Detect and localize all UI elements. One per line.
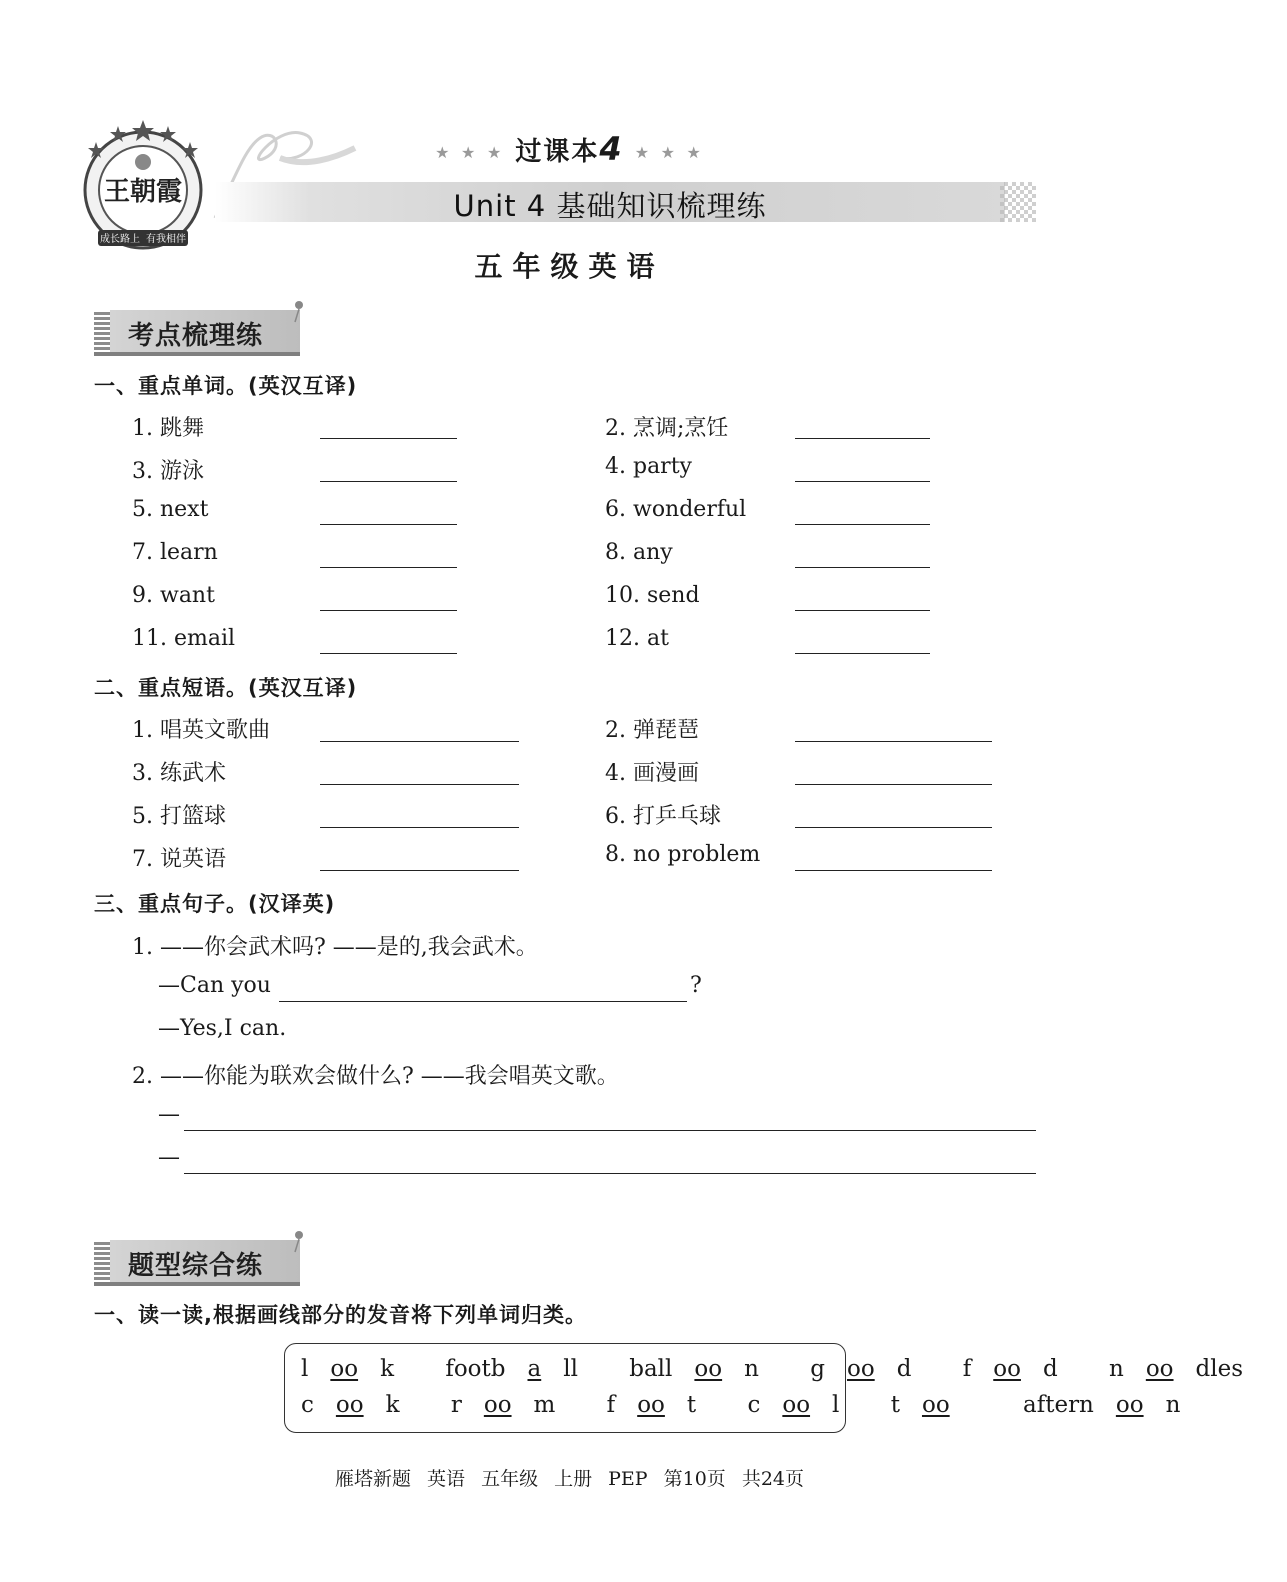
answer-blank[interactable] — [320, 827, 519, 828]
answer-blank[interactable] — [795, 653, 930, 654]
word-item: 2. 烹调;烹饪 — [605, 416, 729, 441]
answer-blank[interactable] — [320, 567, 457, 568]
answer-blank[interactable] — [320, 524, 457, 525]
heading-key-sentences: 三、重点句子。(汉译英) — [94, 892, 336, 916]
answer-blank[interactable] — [795, 610, 930, 611]
section-banner-practice-text: 题型综合练 — [128, 1251, 264, 1281]
heading-key-words: 一、重点单词。(英汉互译) — [94, 374, 358, 398]
word-row-2 — [301, 1392, 1224, 1418]
answer-blank[interactable] — [279, 1001, 687, 1002]
sentence-1-prefix: —Can you — [158, 973, 271, 998]
word-item: 6. wonderful — [605, 497, 747, 522]
word-item: 4. party — [605, 454, 692, 479]
pin-icon — [292, 1230, 306, 1252]
answer-blank[interactable] — [795, 481, 930, 482]
dialogue-dash: — — [158, 1102, 180, 1127]
answer-line[interactable] — [184, 1173, 1036, 1174]
answer-blank[interactable] — [795, 524, 930, 525]
sentence-question-2: 2. ——你能为联欢会做什么? ——我会唱英文歌。 — [132, 1064, 619, 1089]
answer-blank[interactable] — [320, 610, 457, 611]
series-title — [0, 130, 1139, 168]
page-footer: 雁塔新题 英语 五年级 上册 PEP 第10页 共24页 — [334, 1468, 805, 1490]
phonics-word: l oo k — [301, 1356, 394, 1382]
answer-blank[interactable] — [795, 741, 992, 742]
answer-blank[interactable] — [320, 870, 519, 871]
answer-blank[interactable] — [320, 438, 457, 439]
phonics-word: g oo d — [810, 1356, 912, 1382]
phonics-word: c oo k — [301, 1392, 400, 1418]
logo-slogan-left: 成长路上 — [100, 234, 140, 245]
word-item: 12. at — [605, 626, 669, 651]
checker-pattern — [1000, 182, 1036, 222]
word-item: 7. learn — [132, 540, 218, 565]
word-row-1 — [301, 1356, 1287, 1382]
answer-blank[interactable] — [795, 567, 930, 568]
answer-blank[interactable] — [795, 438, 930, 439]
answer-blank[interactable] — [320, 784, 519, 785]
phonics-word: footb a ll — [445, 1356, 578, 1382]
series-label: 过课本 — [515, 137, 600, 167]
phonics-word: t oo — [890, 1392, 950, 1418]
answer-blank[interactable] — [795, 784, 992, 785]
answer-blank[interactable] — [320, 653, 457, 654]
series-number: 4 — [599, 130, 624, 168]
phrase-item: 8. no problem — [605, 842, 761, 867]
word-item: 3. 游泳 — [132, 459, 204, 484]
phonics-word: c oo l — [747, 1392, 840, 1418]
sentence-1-suffix: ? — [690, 973, 702, 998]
answer-blank[interactable] — [795, 870, 992, 871]
phonics-word: f oo t — [606, 1392, 697, 1418]
word-item: 11. email — [132, 626, 236, 651]
word-item: 5. next — [132, 497, 209, 522]
phonics-word: f oo d — [962, 1356, 1058, 1382]
phrase-item: 7. 说英语 — [132, 847, 226, 872]
word-item: 8. any — [605, 540, 673, 565]
unit-title: Unit 4 基础知识梳理练 — [453, 189, 767, 223]
answer-blank[interactable] — [320, 741, 519, 742]
phrase-item: 4. 画漫画 — [605, 761, 699, 786]
section-banner-review — [94, 310, 300, 352]
pin-icon — [292, 300, 306, 322]
section-banner-review-text: 考点梳理练 — [128, 321, 264, 351]
answer-blank[interactable] — [320, 481, 457, 482]
subject-title: 五年级英语 — [474, 250, 665, 283]
dialogue-dash: — — [158, 1145, 180, 1170]
logo-name: 王朝霞 — [103, 177, 183, 207]
phonics-word: n oo dles — [1109, 1356, 1244, 1382]
phonics-word: ball oo n — [629, 1356, 759, 1382]
word-item: 9. want — [132, 583, 215, 608]
phrase-item: 1. 唱英文歌曲 — [132, 718, 270, 743]
stars-left: ★ ★ ★ — [435, 143, 505, 162]
section-banner-practice — [94, 1240, 300, 1282]
heading-key-phrases: 二、重点短语。(英汉互译) — [94, 676, 358, 700]
sentence-1-answer: —Yes,I can. — [158, 1016, 287, 1041]
phrase-item: 6. 打乒乓球 — [605, 804, 721, 829]
answer-blank[interactable] — [795, 827, 992, 828]
phrase-item: 2. 弹琵琶 — [605, 718, 699, 743]
sentence-question-1: 1. ——你会武术吗? ——是的,我会武术。 — [132, 935, 538, 960]
phrase-item: 5. 打篮球 — [132, 804, 226, 829]
phonics-word: r oo m — [450, 1392, 556, 1418]
word-item: 1. 跳舞 — [132, 416, 204, 441]
logo-slogan-right: 有我相伴 — [146, 234, 186, 245]
word-box — [284, 1343, 1244, 1433]
stars-right: ★ ★ ★ — [634, 143, 704, 162]
word-item: 10. send — [605, 583, 700, 608]
heading-phonics: 一、读一读,根据画线部分的发音将下列单词归类。 — [94, 1303, 587, 1327]
answer-line[interactable] — [184, 1130, 1036, 1131]
phrase-item: 3. 练武术 — [132, 761, 226, 786]
phonics-word: aftern oo n — [1022, 1392, 1181, 1418]
